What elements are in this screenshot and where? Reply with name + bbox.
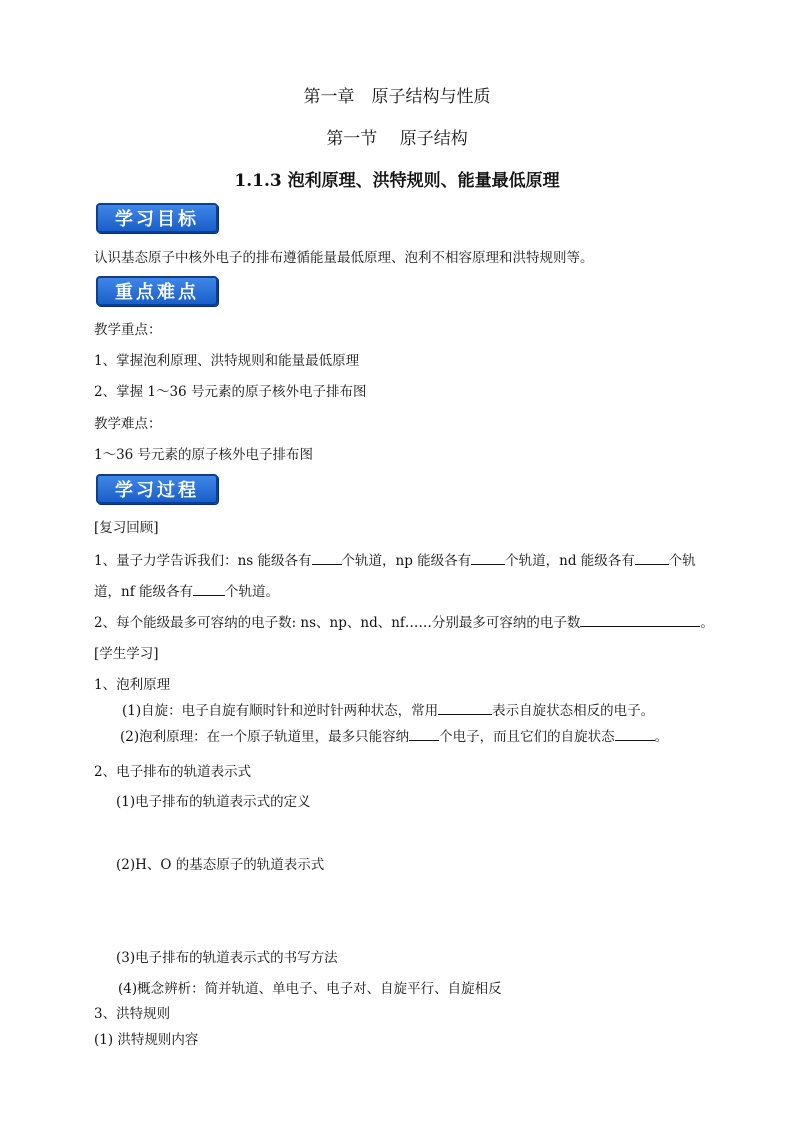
q1-text-f: 个轨道。 — [224, 584, 279, 600]
q2-text-a: 2、每个能级最多可容纳的电子数: ns、np、nd、nf……分别最多可容纳的电子数 — [94, 615, 581, 631]
q1-blank-nd[interactable] — [635, 550, 669, 565]
s1-1-text-b: 表示自旋状态相反的电子。 — [492, 703, 655, 719]
keypoints-badge: 重点难点 — [96, 276, 218, 306]
q1-text-d: 个轨 — [668, 553, 696, 569]
review-question-1-line-1 — [94, 549, 696, 569]
q1-blank-ns[interactable] — [312, 550, 342, 565]
q2-blank[interactable] — [580, 612, 700, 627]
q1-text-a: 1、量子力学告诉我们：ns 能级各有 — [94, 553, 312, 569]
objectives-badge: 学习目标 — [96, 203, 218, 233]
study-item-1: 1、泡利原理 — [94, 677, 171, 693]
s1-1-text-a: (1)自旋：电子自旋有顺时针和逆时针两种状态，常用 — [122, 703, 439, 719]
section-title: 第一节 原子结构 — [326, 129, 468, 149]
difficulty-label: 教学难点： — [94, 416, 162, 432]
study-item-2-2: (2)H、O 的基态原子的轨道表示式 — [116, 857, 325, 873]
focus-item-1: 1、掌握泡利原理、洪特规则和能量最低原理 — [94, 353, 360, 369]
study-item-2-1: (1)电子排布的轨道表示式的定义 — [116, 794, 311, 810]
s1-2-text-c: 。 — [654, 729, 669, 745]
s1-1-blank[interactable] — [438, 700, 492, 715]
review-label: [复习回顾] — [94, 520, 159, 536]
q1-blank-np[interactable] — [471, 550, 505, 565]
q1-text-e: 道，nf 能级各有 — [94, 584, 193, 600]
study-item-1-2 — [120, 725, 668, 745]
s1-2-blank-state[interactable] — [615, 726, 655, 741]
study-item-3: 3、洪特规则 — [94, 1006, 171, 1022]
s1-2-text-a: (2)泡利原理：在一个原子轨道里，最多只能容纳 — [120, 729, 410, 745]
s1-2-text-b: 个电子，而且它们的自旋状态 — [439, 729, 615, 745]
q1-blank-nf[interactable] — [193, 581, 225, 596]
difficulty-item-1: 1～36 号元素的原子核外电子排布图 — [94, 447, 314, 463]
process-badge: 学习过程 — [96, 474, 218, 504]
focus-item-2: 2、掌握 1～36 号元素的原子核外电子排布图 — [94, 384, 367, 400]
q1-text-b: 个轨道，np 能级各有 — [341, 553, 472, 569]
study-item-3-1: (1) 洪特规则内容 — [94, 1032, 199, 1048]
objectives-text: 认识基态原子中核外电子的排布遵循能量最低原理、泡利不相容原理和洪特规则等。 — [94, 250, 594, 266]
study-item-2: 2、电子排布的轨道表示式 — [94, 764, 252, 780]
study-item-2-4: (4)概念辨析：简并轨道、单电子、电子对、自旋平行、自旋相反 — [118, 981, 502, 997]
lesson-title: 1.1.3 泡利原理、洪特规则、能量最低原理 — [234, 171, 560, 191]
chapter-title: 第一章 原子结构与性质 — [303, 87, 491, 107]
review-question-1-line-2 — [94, 580, 279, 600]
q2-text-b: 。 — [700, 615, 714, 631]
q1-text-c: 个轨道，nd 能级各有 — [505, 553, 635, 569]
study-item-2-3: (3)电子排布的轨道表示式的书写方法 — [116, 950, 338, 966]
review-question-2 — [94, 611, 714, 631]
s1-2-blank-count[interactable] — [409, 726, 439, 741]
focus-label: 教学重点： — [94, 322, 162, 338]
study-label: [学生学习] — [94, 646, 159, 662]
study-item-1-1 — [122, 699, 654, 719]
